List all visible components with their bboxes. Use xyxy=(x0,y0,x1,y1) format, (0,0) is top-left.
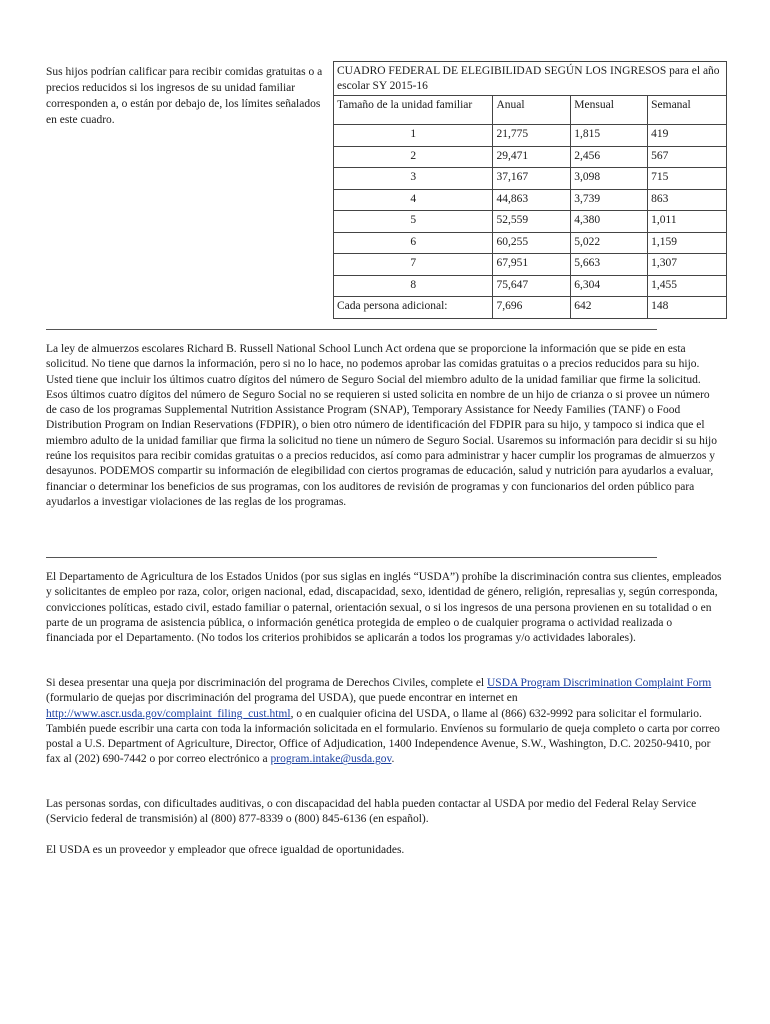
complaint-form-link[interactable]: USDA Program Discrimination Complaint Form xyxy=(487,677,712,689)
cell-monthly: 642 xyxy=(571,297,648,319)
cell-annual: 29,471 xyxy=(493,146,571,168)
privacy-paragraph: La ley de almuerzos escolares Richard B. Russell National School Lunch Act ordena que se proporcione la información que se pide en esta solicitud. No tiene que darnos la información, pero si no lo hace, no podemos aprobar las comidas gratuitas o a precios reducidos para su hijo. Usted tiene que incluir los últimos cuatro dígitos del número de Seguro Social del miembro adulto de la unidad familiar que firme la solicitud. Esos últimos cuatro dígitos del número de Seguro Social no se requieren si usted solicita en nombre de un hijo de crianza o si provee un número de caso de los programas Supplemental Nutrition Assistance Program (SNAP), Temporary Assistance for Needy Families (TANF) o Food Distribution Program on Indian Reservations (FDPIR), o bien otro número de identificación del FDPIR para su hijo, y tampoco si indica que el miembro adulto de la unidad familiar que firma la solicitud no tiene un número de Seguro Social. Usaremos su información para decidir si su hijo reúne los requisitos para recibir comidas gratuitas o a precios reducidos, así como para administrar y hacer cumplir los programas de almuerzos y desayunos. PODEMOS compartir su información de elegibilidad con ciertos programas de educación, salud y nutrición para ayudarlos a evaluar, financiar o determinar los beneficios de sus programas, con los auditores de revisión de programas y con funcionarios del orden público para ayudarlos a investigar violaciones de las reglas de los programas. xyxy=(46,343,717,508)
divider xyxy=(46,329,657,330)
header-weekly: Semanal xyxy=(648,96,727,125)
cell-weekly: 419 xyxy=(648,125,727,147)
cell-size: 7 xyxy=(334,254,493,276)
table-row-additional xyxy=(334,297,727,319)
email-link[interactable]: program.intake@usda.gov xyxy=(270,753,392,766)
cell-size: 5 xyxy=(334,211,493,233)
table-row xyxy=(334,189,727,211)
income-eligibility-table xyxy=(333,61,727,319)
cell-monthly: 2,456 xyxy=(571,146,648,168)
cell-weekly: 1,011 xyxy=(648,211,727,233)
cell-annual: 75,647 xyxy=(493,275,571,297)
table-row xyxy=(334,275,727,297)
nondiscrimination-paragraph: El Departamento de Agricultura de los Estados Unidos (por sus siglas en inglés “USDA”) prohíbe la discriminación contra sus clientes, empleados y solicitantes de empleo por raza, color, origen nacional, edad, discapacidad, sexo, identidad de género, religión, represalias y, según corresponda, convicciones políticas, estado civil, estado familiar o paternal, orientación sexual, o si los ingresos de una persona provienen en su totalidad o en parte de un programa de asistencia pública, o información genética protegida de empleo o de cualquier programa o actividad realizada o financiada por el Departamento. (No todos los criterios prohibidos se aplicarán a todos los programas y/o actividades laborales). xyxy=(46,571,722,645)
cell-monthly: 5,022 xyxy=(571,232,648,254)
cell-size: 8 xyxy=(334,275,493,297)
cell-annual: 52,559 xyxy=(493,211,571,233)
cell-monthly: 6,304 xyxy=(571,275,648,297)
table-row xyxy=(334,146,727,168)
cell-size: 4 xyxy=(334,189,493,211)
cell-monthly: 5,663 xyxy=(571,254,648,276)
cell-monthly: 4,380 xyxy=(571,211,648,233)
header-annual: Anual xyxy=(493,96,571,125)
cell-annual: 7,696 xyxy=(493,297,571,319)
cell-size: 3 xyxy=(334,168,493,190)
table-row xyxy=(334,125,727,147)
divider xyxy=(46,557,657,558)
cell-annual: 21,775 xyxy=(493,125,571,147)
cell-weekly: 863 xyxy=(648,189,727,211)
cell-weekly: 148 xyxy=(648,297,727,319)
cell-weekly: 1,159 xyxy=(648,232,727,254)
complaint-text: . xyxy=(391,753,395,766)
table-row xyxy=(334,168,727,190)
header-monthly: Mensual xyxy=(571,96,648,125)
table-header-row xyxy=(334,96,727,125)
table-title: CUADRO FEDERAL DE ELEGIBILIDAD SEGÚN LOS INGRESOS para el año escolar SY 2015-16 xyxy=(334,62,727,96)
equal-opportunity-statement: El USDA es un proveedor y empleador que ofrece igualdad de oportunidades. xyxy=(46,844,405,856)
cell-annual: 60,255 xyxy=(493,232,571,254)
table-row xyxy=(334,211,727,233)
cell-weekly: 567 xyxy=(648,146,727,168)
cell-annual: 37,167 xyxy=(493,168,571,190)
cell-monthly: 3,739 xyxy=(571,189,648,211)
cell-monthly: 1,815 xyxy=(571,125,648,147)
table-row xyxy=(334,254,727,276)
relay-service-paragraph: Las personas sordas, con dificultades auditivas, o con discapacidad del habla pueden contactar al USDA por medio del Federal Relay Service (Servicio federal de transmisión) al (800) 877-8339 o (800) 845-6136 (en español). xyxy=(46,798,697,826)
cell-monthly: 3,098 xyxy=(571,168,648,190)
cell-size: 2 xyxy=(334,146,493,168)
cell-weekly: 1,455 xyxy=(648,275,727,297)
cell-annual: 44,863 xyxy=(493,189,571,211)
complaint-paragraph xyxy=(46,676,722,768)
cell-annual: 67,951 xyxy=(493,254,571,276)
cell-size: 1 xyxy=(334,125,493,147)
complaint-text: , o en cualquier oficina del USDA, o llame al (866) 632-9992 para solicitar el formulario. También puede escribir una carta con toda la información solicitada en el formulario. Envíenos su formulario de queja completo o carta por correo postal a U.S. Department of Agriculture, Director, Office of Adjudication, 1400 Independence Avenue, S.W., Washington, D.C. 20250-9410, por fax al (202) 690-7442 o por correo electrónico a xyxy=(46,707,720,766)
header-household-size: Tamaño de la unidad familiar xyxy=(334,96,493,125)
complaint-text: (formulario de quejas por discriminación del programa del USDA), que puede encontrar en internet en xyxy=(46,692,518,705)
cell-size: 6 xyxy=(334,232,493,254)
complaint-text: Si desea presentar una queja por discriminación del programa de Derechos Civiles, complete el xyxy=(46,677,487,689)
intro-text: Sus hijos podrían calificar para recibir comidas gratuitas o a precios reducidos si los ingresos de su unidad familiar corresponden a, o están por debajo de, los límites señalados en este cuadro. xyxy=(46,66,323,126)
table-row xyxy=(334,232,727,254)
cell-weekly: 715 xyxy=(648,168,727,190)
cell-additional-label: Cada persona adicional: xyxy=(334,297,493,319)
complaint-url-link[interactable]: http://www.ascr.usda.gov/complaint_filing_cust.html xyxy=(46,707,291,720)
cell-weekly: 1,307 xyxy=(648,254,727,276)
table-title-row xyxy=(334,62,727,96)
